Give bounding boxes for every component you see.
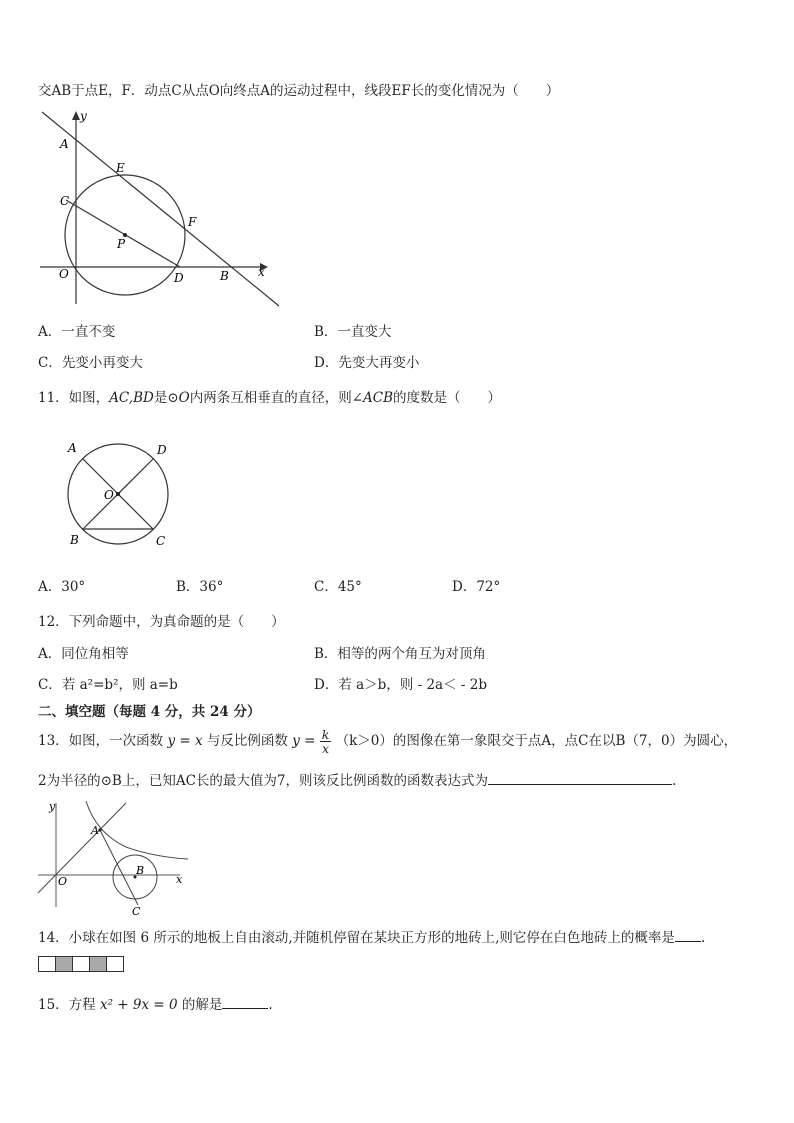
q13-fraction-num: k xyxy=(321,727,330,742)
q10-label-x: x xyxy=(258,265,265,279)
q11-option-b: B．36° xyxy=(176,579,224,595)
q12-option-d: D．若 a＞b，则 - 2a＜ - 2b xyxy=(314,677,487,693)
q10-option-b: B．一直变大 xyxy=(314,324,392,340)
q11-number: 11．如图， xyxy=(38,390,110,406)
q10-label-p: P xyxy=(117,237,126,251)
q11-mid2: 内两条互相垂直的直径，则 xyxy=(189,390,352,406)
q13-answer-blank[interactable] xyxy=(488,770,672,785)
q14-tile-white xyxy=(106,956,124,972)
q11-label-c: C xyxy=(156,534,166,548)
q10-label-b: B xyxy=(220,269,229,283)
q15-equation: x² + 9x = 0 xyxy=(99,997,178,1013)
q14-floor-tiles xyxy=(38,956,124,972)
q11-label-d: D xyxy=(157,443,167,457)
q13-eq1: y = x xyxy=(167,733,203,749)
section-title: 二、填空题（每题 4 分，共 24 分） xyxy=(38,704,261,720)
q10-label-c: C xyxy=(60,194,70,208)
q15-line xyxy=(38,994,273,1014)
q11-label-o: O xyxy=(104,488,114,502)
q13-figure xyxy=(34,797,194,915)
q10-option-c: C．先变小再变大 xyxy=(38,355,143,371)
q13-line2-end: . xyxy=(672,773,677,789)
q10-figure xyxy=(34,108,284,313)
q15-part1: 15．方程 xyxy=(38,997,96,1013)
q13-label-x: x xyxy=(176,873,183,886)
q15-answer-blank[interactable] xyxy=(222,994,268,1009)
q14-stem: 14．小球在如图 6 所示的地板上自由滚动,并随机停留在某块正方形的地砖上,则它停在白色地砖上的概率是 xyxy=(38,930,675,946)
q13-label-y: y xyxy=(49,800,56,813)
q15-part2: 的解是 xyxy=(181,997,223,1013)
q13-fraction xyxy=(320,728,332,755)
q13-part3: （k＞0）的图像在第一象限交于点A，点C在以B（7，0）为圆心， xyxy=(335,733,738,749)
q13-line2 xyxy=(38,770,676,790)
q12-option-c: C．若 a²=b²，则 a=b xyxy=(38,677,178,693)
q13-part1: 13．如图，一次函数 xyxy=(38,733,164,749)
q11-label-a: A xyxy=(68,441,77,455)
q10-label-f: F xyxy=(188,215,197,229)
q13-part2: 与反比例函数 xyxy=(206,733,288,749)
q13-eq2-lhs: y = xyxy=(292,733,316,749)
q11-option-d: D．72° xyxy=(452,579,501,595)
q10-label-d: D xyxy=(174,271,184,285)
q13-line2-text: 2为半径的⊙B上，已知AC长的最大值为7，则该反比例函数的函数表达式为 xyxy=(38,773,488,789)
q12-option-a: A．同位角相等 xyxy=(38,646,129,662)
q10-label-e: E xyxy=(116,161,125,175)
q11-figure xyxy=(58,437,178,549)
q11-angle: ∠ACB xyxy=(351,390,394,406)
q14-stem-line xyxy=(38,927,705,947)
q10-label-a: A xyxy=(60,137,69,151)
q14-tile-gray xyxy=(89,956,107,972)
q11-circle: ⊙O xyxy=(167,390,190,406)
q11-option-a: A．30° xyxy=(38,579,86,595)
q11-label-b: B xyxy=(70,533,79,547)
q13-line1 xyxy=(38,726,737,756)
q14-tile-white xyxy=(38,956,56,972)
q10-option-a: A．一直不变 xyxy=(38,324,116,340)
q11-option-c: C．45° xyxy=(314,579,362,595)
q14-tile-white xyxy=(72,956,90,972)
q14-end: . xyxy=(700,930,706,946)
q11-tail: 的度数是（ ） xyxy=(393,390,502,406)
q12-option-b: B．相等的两个角互为对顶角 xyxy=(314,646,486,662)
q14-tile-gray xyxy=(55,956,73,972)
q13-fraction-den: x xyxy=(322,741,330,756)
q15-end: . xyxy=(268,997,273,1013)
q11-mid: 是 xyxy=(153,390,168,406)
q13-label-b: B xyxy=(136,864,145,877)
q14-answer-blank[interactable] xyxy=(675,927,701,942)
q11-stem xyxy=(38,389,501,407)
q13-label-a: A xyxy=(91,824,99,837)
q12-stem: 12．下列命题中，为真命题的是（ ） xyxy=(38,614,285,630)
q13-label-c: C xyxy=(132,905,141,915)
q13-label-o: O xyxy=(58,875,68,888)
q10-label-o: O xyxy=(59,267,69,281)
q10-option-d: D．先变大再变小 xyxy=(314,355,420,371)
q10-label-y: y xyxy=(80,109,87,123)
q11-diameters: AC,BD xyxy=(109,390,154,406)
q10-stem: 交AB于点E，F．动点C从点O向终点A的运动过程中，线段EF长的变化情况为（ ） xyxy=(38,83,560,99)
